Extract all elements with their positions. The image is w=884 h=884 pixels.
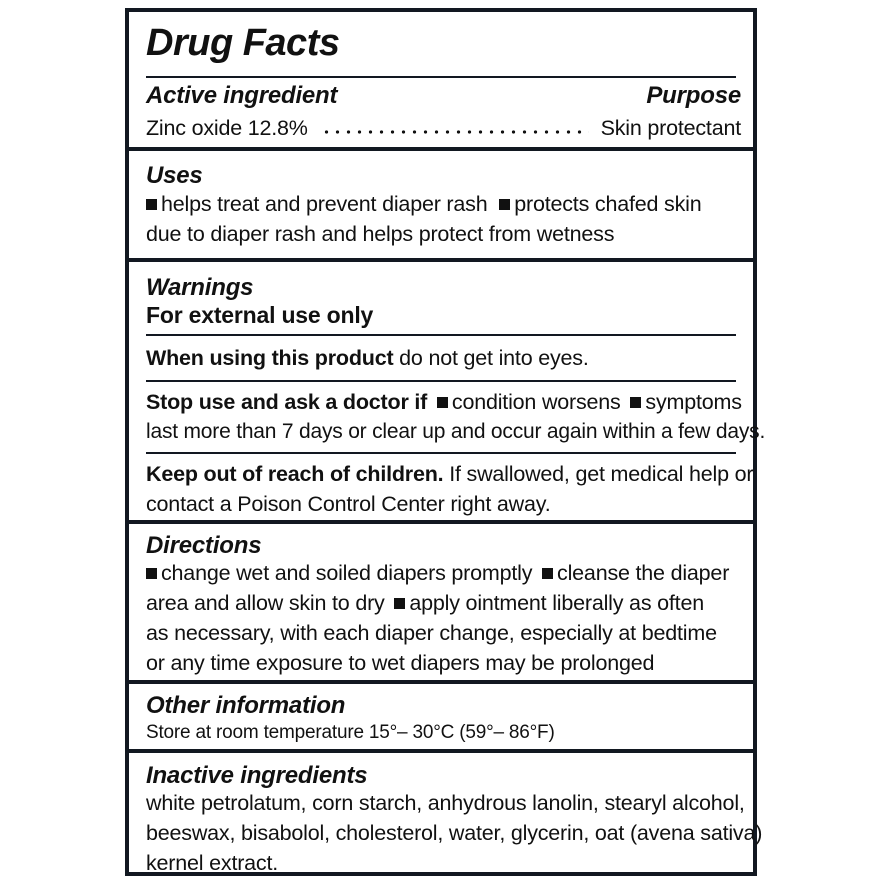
warnings-divider xyxy=(146,452,736,454)
warnings-heading: Warnings xyxy=(146,274,254,301)
leader-dots xyxy=(321,129,589,135)
bullet-square-icon xyxy=(542,568,553,579)
stop-use-line-2: last more than 7 days or clear up and occur again within a few days. xyxy=(146,420,766,443)
inactive-ingredients-line-3: kernel extract. xyxy=(146,851,279,875)
purpose-value: Skin protectant xyxy=(600,116,741,140)
section-divider xyxy=(129,258,753,262)
directions-line-3: as necessary, with each diaper change, especially at bedtime xyxy=(146,621,717,645)
warnings-divider xyxy=(146,334,736,336)
bullet-square-icon xyxy=(630,397,641,408)
stop-use-line-1: Stop use and ask a doctor if condition worsens symptoms xyxy=(146,390,742,414)
uses-heading: Uses xyxy=(146,162,203,189)
bullet-square-icon xyxy=(146,199,157,210)
title-underline xyxy=(146,76,736,78)
other-information-text: Store at room temperature 15°– 30°C (59°– 86°F) xyxy=(146,722,555,743)
directions-line-2: area and allow skin to dry apply ointment liberally as often xyxy=(146,591,704,615)
when-using-line: When using this product do not get into eyes. xyxy=(146,346,589,370)
uses-line-1: helps treat and prevent diaper rash protects chafed skin xyxy=(146,192,701,217)
external-use-only: For external use only xyxy=(146,302,374,328)
inactive-ingredients-line-1: white petrolatum, corn starch, anhydrous lanolin, stearyl alcohol, xyxy=(146,791,745,815)
section-divider xyxy=(129,520,753,524)
active-ingredient-heading: Active ingredient xyxy=(146,82,338,109)
other-information-heading: Other information xyxy=(146,692,346,719)
purpose-heading: Purpose xyxy=(646,82,741,109)
keep-out-line-1: Keep out of reach of children. If swallowed, get medical help or xyxy=(146,462,754,486)
section-divider xyxy=(129,749,753,753)
inactive-ingredients-line-2: beeswax, bisabolol, cholesterol, water, glycerin, oat (avena sativa) xyxy=(146,821,763,845)
inactive-ingredients-heading: Inactive ingredients xyxy=(146,762,368,789)
keep-out-line-2: contact a Poison Control Center right away. xyxy=(146,492,551,516)
page-title: Drug Facts xyxy=(146,22,340,64)
uses-line-2: due to diaper rash and helps protect from wetness xyxy=(146,222,615,246)
bullet-square-icon xyxy=(499,199,510,210)
section-divider xyxy=(129,147,753,151)
drug-facts-panel xyxy=(125,8,766,876)
active-ingredient-value: Zinc oxide 12.8% xyxy=(146,116,308,140)
directions-line-1: change wet and soiled diapers promptly cleanse the diaper xyxy=(146,561,729,586)
bullet-square-icon xyxy=(146,568,157,579)
bullet-square-icon xyxy=(394,598,405,609)
warnings-divider xyxy=(146,380,736,382)
directions-heading: Directions xyxy=(146,532,262,559)
bullet-square-icon xyxy=(437,397,448,408)
section-divider xyxy=(129,680,753,684)
directions-line-4: or any time exposure to wet diapers may be prolonged xyxy=(146,651,655,675)
